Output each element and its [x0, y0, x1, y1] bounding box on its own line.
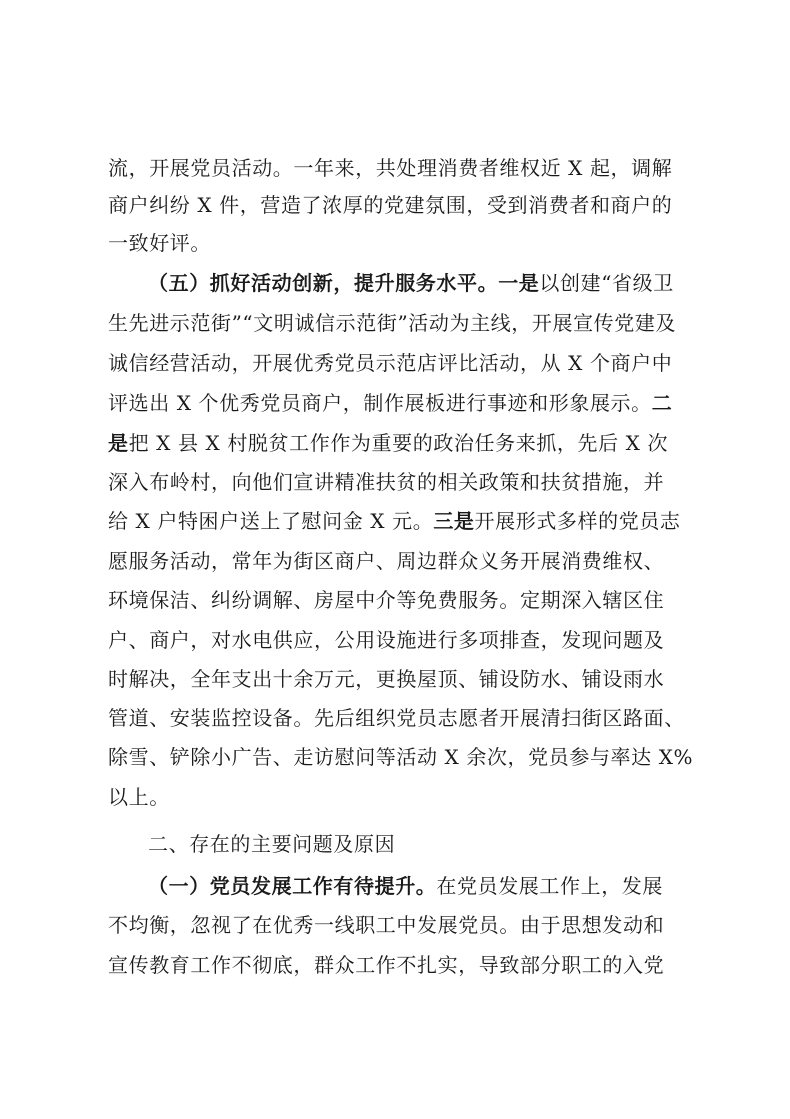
text-line: 管道、安装监控设备。先后组织党员志愿者开展清扫街区路面、 — [108, 706, 685, 730]
subsection-one-line: （一）党员发展工作有待提升。在党员发展工作上，发展 — [148, 874, 664, 898]
section-five-line: （五）抓好活动创新，提升服务水平。一是以创建“省级卫 — [148, 271, 674, 295]
text-line: 生先进示范街”“文明诚信示范街”活动为主线，开展宣传党建及 — [108, 311, 677, 335]
text-line: 时解决，全年支出十余万元，更换屋顶、铺设防水、铺设雨水 — [108, 667, 665, 691]
text-line: 以上。 — [108, 785, 170, 809]
text-line: 不均衡，忽视了在优秀一线职工中发展党员。由于思想发动和 — [108, 913, 665, 937]
text-line: 户、商户，对水电供应，公用设施进行多项排查，发现问题及 — [108, 628, 665, 652]
text-line: 诚信经营活动，开展优秀党员示范店评比活动，从 X 个商户中 — [108, 351, 673, 375]
text-line: 除雪、铲除小广告、走访慰问等活动 X 余次，党员参与率达 X% — [108, 745, 694, 769]
text-line: 流，开展党员活动。一年来，共处理消费者维权近 X 起，调解 — [108, 156, 673, 180]
text-line: 环境保洁、纠纷调解、房屋中介等免费服务。定期深入辖区住 — [108, 588, 665, 612]
text-line: 一致好评。 — [108, 231, 211, 255]
section-five-heading: （五）抓好活动创新，提升服务水平。一是 — [148, 271, 540, 295]
text-line: 深入布岭村，向他们宣讲精准扶贫的相关政策和扶贫措施，并 — [108, 470, 665, 494]
text-line: 愿服务活动，常年为街区商户、周边群众义务开展消费维权、 — [108, 549, 665, 573]
text-line: 宣传教育工作不彻底，群众工作不扎实，导致部分职工的入党 — [108, 953, 665, 977]
text-line: 商户纠纷 X 件，营造了浓厚的党建氛围，受到消费者和商户的 — [108, 193, 673, 217]
text-line: 评选出 X 个优秀党员商户，制作展板进行事迹和形象展示。二 — [108, 391, 673, 415]
text-line: 给 X 户特困户送上了慰问金 X 元。三是开展形式多样的党员志 — [108, 509, 681, 533]
text-line: 是把 X 县 X 村脱贫工作作为重要的政治任务来抓，先后 X 次 — [108, 431, 669, 455]
subsection-one-heading: （一）党员发展工作有待提升。 — [148, 874, 437, 898]
section-heading: 二、存在的主要问题及原因 — [148, 832, 396, 856]
